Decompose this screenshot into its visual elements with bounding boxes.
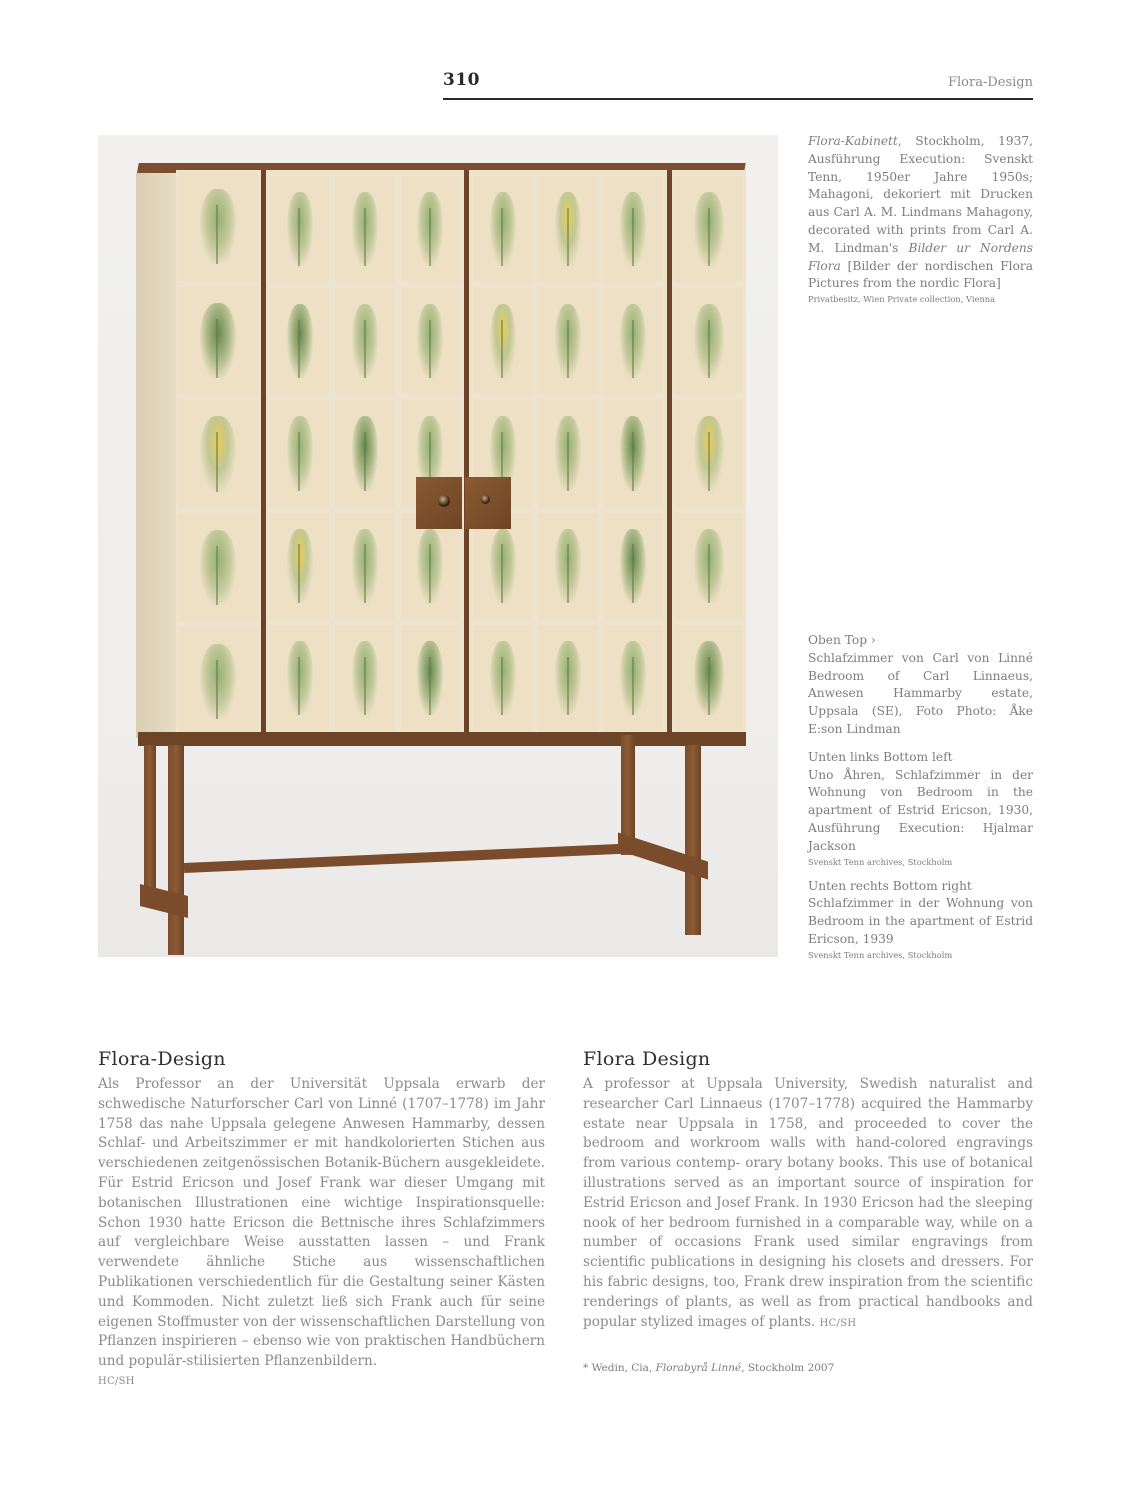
footnote-suffix: , Stockholm 2007 (741, 1362, 835, 1374)
stand-apron (138, 732, 746, 746)
footnote-prefix: * Wedin, Cia, (583, 1362, 656, 1374)
stand-leg-back-left (144, 745, 156, 895)
caption-bottom-left-label: Unten links Bottom left (808, 749, 953, 764)
door-knob-right[interactable] (481, 495, 490, 504)
pilaster-divider-right (667, 170, 672, 738)
caption-bottom-left-credit: Svenskt Tenn archives, Stockholm (808, 856, 953, 867)
left-door-plates[interactable] (270, 176, 460, 731)
article-english-signature: HC/SH (819, 1317, 857, 1329)
article-german (98, 1048, 545, 1392)
caption-top-text: Schlafzimmer von Carl von Linné Bedroom of Carl Linnaeus, Anwesen Hammarby estate, Uppsala (SE), Foto Photo: Åke E:son Lindman (808, 650, 1033, 736)
door-knob-left[interactable] (438, 495, 450, 507)
running-header (443, 68, 1033, 100)
caption-bottom-left-text: Uno Åhren, Schlafzimmer in der Wohnung von Bedroom in the apartment of Estrid Ericson, 1930, Ausführung Execution: Hjalmar Jackson (808, 767, 1033, 853)
caption-main-book-title: Bilder ur Nordens Flora (808, 240, 1033, 273)
caption-main (808, 133, 1033, 305)
caption-group-other-images (808, 632, 1033, 971)
caption-main-text-continued: [Bilder der nordischen Flora Pictures from the nordic Flora] (808, 258, 1033, 291)
caption-bottom-right-text: Schlafzimmer in der Wohnung von Bedroom in the apartment of Estrid Ericson, 1939 (808, 896, 1033, 946)
caption-bottom-left (808, 749, 1033, 868)
article-english-heading: Flora Design (583, 1048, 711, 1070)
caption-bottom-right-label: Unten rechts Bottom right (808, 878, 972, 893)
article-german-signature: HC/SH (98, 1375, 135, 1387)
caption-top (808, 632, 1033, 739)
caption-main-text: , Stockholm, 1937, Ausführung Execution: Svenskt Tenn, 1950er Jahre 1950s; Mahagoni, dekoriert mit Drucken aus Carl A. M. Lindmans Mahagony, decorated with prints from Carl A. M. Lindman's (808, 134, 1033, 255)
cabinet-front (176, 170, 746, 738)
article-german-heading: Flora-Design (98, 1048, 226, 1070)
article-english-body-text: A professor at Uppsala University, Swedish naturalist and researcher Carl Linnaeus (1707–1778) acquired the Hammarby estate near Uppsala in 1758, and proceeded to cover the bedroom and workroom walls with hand-colored engravings from various contemp- orary botany books. This use of botanical illustrations served as an important source of inspiration for Estrid Ericson and Josef Frank. In 1930 Ericson had the sleeping nook of her bedroom furnished in a comparable way, while on a number of occasions Frank used similar engravings from scientific publications in designing his closets and dressers. For his fabric designs, too, Frank drew inspiration from the scientific renderings of plants, as well as from practical handbooks and popular stylized images of plants. (583, 1076, 1033, 1330)
stand-leg-front-right (685, 745, 701, 935)
running-section-title: Flora-Design (947, 75, 1033, 90)
right-pilaster-plates (675, 176, 743, 731)
stand-leg-front-left (168, 745, 184, 955)
article-german-body-text: Als Professor an der Universität Uppsala erwarb der schwedische Naturforscher Carl von Linné (1707–1778) im Jahr 1758 das nahe Uppsala gelegene Anwesen Hammarby, dessen Schlaf- und Arbeitszimmer er mit handkolorierten Stichen aus verschiedenen zeitgenössischen Botanik-Büchern ausgekleidete. Für Estrid Ericson und Josef Frank war dieser Umgang mit botanischen Illustrationen eine wichtige Inspirationsquelle: Schon 1930 hatte Ericson die Bettnische ihres Schlafzimmers auf vergleichbare Weise ausstatten lassen – und Frank verwendete ähnliche Stiche aus wissenschaftlichen Publikationen verschiedentlich für die Gestaltung seiner Kästen und Kommoden. Nicht zuletzt ließ sich Frank auch für seine eigenen Stoffmuster von der wissenschaftlichen Darstellung von Pflanzen inspirieren – ebenso wie von praktischen Handbüchern und populär-stilisierten Pflanzenbildern. (98, 1076, 545, 1370)
caption-top-label: Oben Top › (808, 633, 876, 647)
article-german-body (98, 1075, 545, 1372)
article-english (583, 1048, 1033, 1333)
left-pilaster-plates (178, 173, 258, 735)
caption-main-credit: Privatbesitz, Wien Private collection, Vienna (808, 294, 996, 305)
right-door-plates[interactable] (473, 176, 663, 731)
article-english-body (583, 1075, 1033, 1333)
page-number: 310 (443, 70, 480, 90)
caption-main-title: Flora-Kabinett (808, 134, 898, 148)
footnote (583, 1362, 834, 1374)
pilaster-divider-left (261, 170, 266, 738)
cabinet-side-panel (136, 173, 176, 738)
handle-plate-left (416, 477, 462, 529)
caption-bottom-right (808, 878, 1033, 961)
cabinet-photo (98, 135, 778, 957)
footnote-title: Florabyrå Linné (655, 1362, 742, 1374)
handle-plate-right (465, 477, 511, 529)
stand-stretcher (184, 844, 624, 873)
caption-bottom-right-credit: Svenskt Tenn archives, Stockholm (808, 949, 953, 960)
door-center-divider (464, 170, 469, 738)
